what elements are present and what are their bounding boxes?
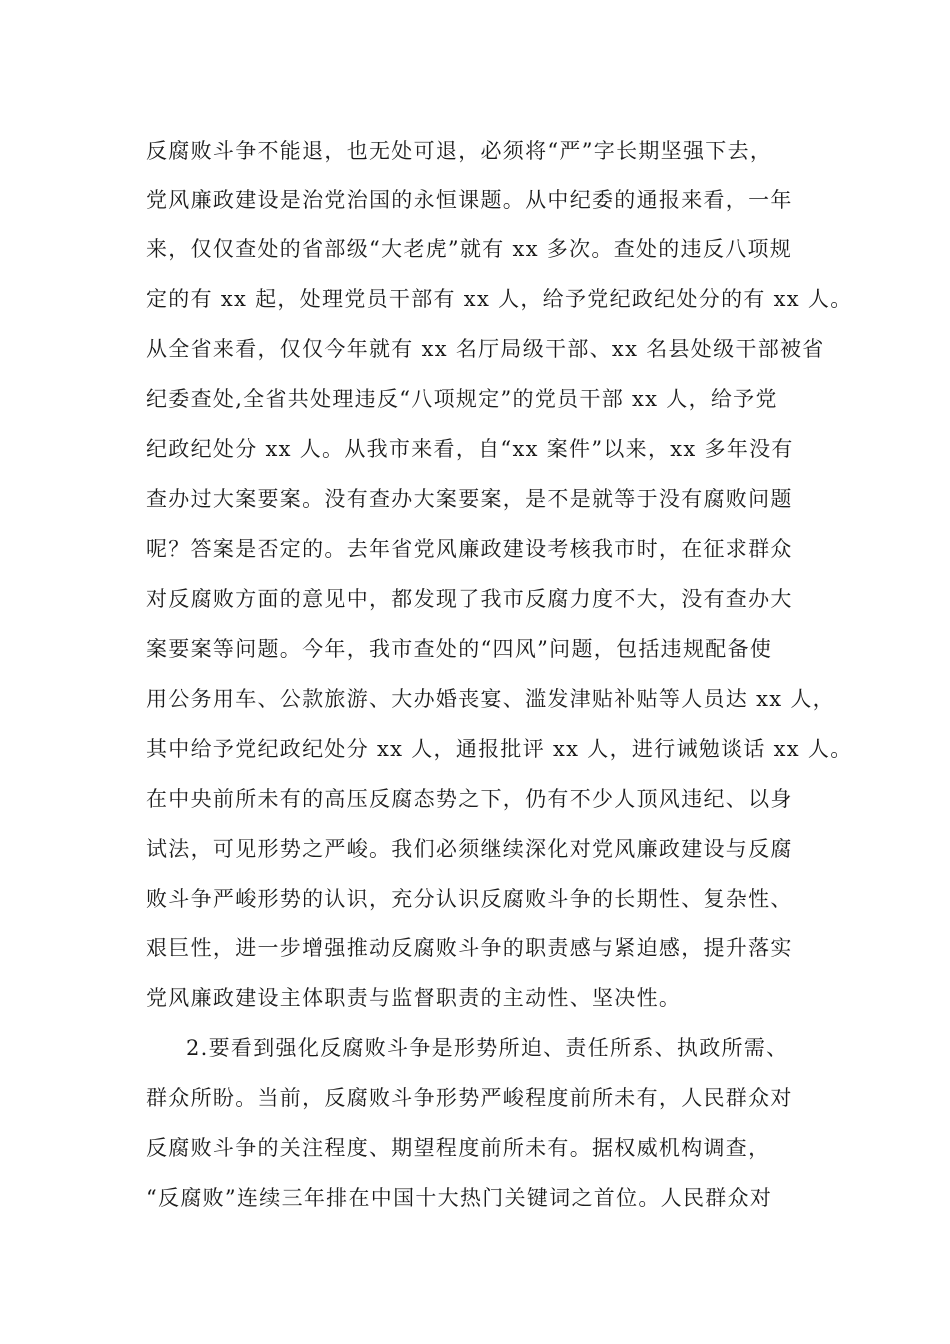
- text-line: 反腐败斗争不能退，也无处可退，必须将“严”字长期坚强下去，: [146, 139, 773, 163]
- text-line: “反腐败”连续三年排在中国十大热门关键词之首位。人民群众对: [146, 1186, 773, 1210]
- text-line: 败斗争严峻形势的认识，充分认识反腐败斗争的长期性、复杂性、: [146, 887, 793, 911]
- text-line: 查办过大案要案。没有查办大案要案，是不是就等于没有腐败问题: [146, 487, 793, 511]
- text-line: 呢？答案是否定的。去年省党风廉政建设考核我市时，在征求群众: [146, 537, 793, 561]
- text-line: 其中给予党纪政纪处分 xx 人，通报批评 xx 人，进行诫勉谈话 xx 人。: [146, 737, 853, 761]
- text-line: 纪政纪处分 xx 人。从我市来看，自“xx 案件”以来，xx 多年没有: [146, 437, 794, 461]
- text-line: 用公务用车、公款旅游、大办婚丧宴、滥发津贴补贴等人员达 xx 人，: [146, 687, 835, 711]
- text-line: 纪委查处,全省共处理违反“八项规定”的党员干部 xx 人，给予党: [146, 387, 778, 411]
- text-line: 反腐败斗争的关注程度、期望程度前所未有。据权威机构调查，: [146, 1136, 771, 1160]
- text-line: 试法，可见形势之严峻。我们必须继续深化对党风廉政建设与反腐: [146, 837, 793, 861]
- text-line: 党风廉政建设是治党治国的永恒课题。从中纪委的通报来看，一年: [146, 188, 793, 212]
- text-line: 对反腐败方面的意见中，都发现了我市反腐力度不大，没有查办大: [146, 587, 793, 611]
- text-line: 从全省来看，仅仅今年就有 xx 名厅局级干部、xx 名县处级干部被省: [146, 337, 825, 361]
- text-line: 案要案等问题。今年，我市查处的“四风”问题，包括违规配备使: [146, 637, 773, 661]
- text-line: 来，仅仅查处的省部级“大老虎”就有 xx 多次。查处的违反八项规: [146, 237, 793, 261]
- text-line: 艰巨性，进一步增强推动反腐败斗争的职责感与紧迫感，提升落实: [146, 936, 793, 960]
- paragraph-first-line: 2.要看到强化反腐败斗争是形势所迫、责任所系、执政所需、: [186, 1036, 789, 1060]
- text-line: 定的有 xx 起，处理党员干部有 xx 人，给予党纪政纪处分的有 xx 人。: [146, 287, 853, 311]
- text-line: 在中央前所未有的高压反腐态势之下，仍有不少人顶风违纪、以身: [146, 787, 793, 811]
- text-line: 群众所盼。当前，反腐败斗争形势严峻程度前所未有，人民群众对: [146, 1086, 793, 1110]
- text-line: 党风廉政建设主体职责与监督职责的主动性、坚决性。: [146, 986, 682, 1010]
